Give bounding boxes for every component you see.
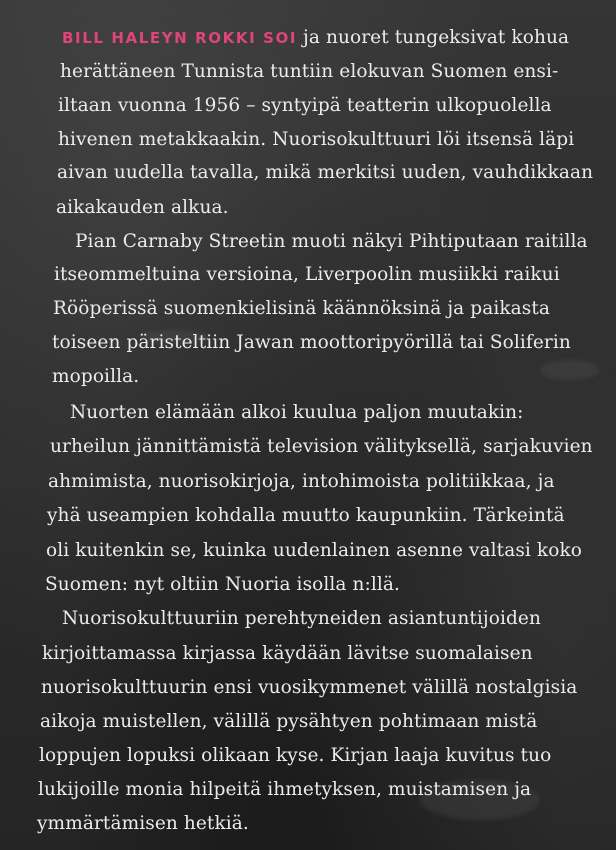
blurb-line: Nuorisokulttuuriin perehtyneiden asiantuntijoiden <box>62 608 541 629</box>
blurb-line: oli kuitenkin se, kuinka uudenlainen asenne valtasi koko <box>46 540 583 561</box>
blurb-line: itseommeltuina versioina, Liverpoolin musiikki raikui <box>54 264 560 285</box>
blurb-line: ahmimista, nuorisokirjoja, intohimoista politiikkaa, ja <box>48 471 555 492</box>
cover-scuff <box>540 360 600 380</box>
blurb-line: Pian Carnaby Streetin muoti näkyi Pihtiputaan raitilla <box>75 231 588 252</box>
blurb-line: iltaan vuonna 1956 – syntyipä teatterin ulkopuolella <box>58 95 552 116</box>
blurb-line: toiseen päristeltiin Jawan moottoripyörillä tai Soliferin <box>52 332 571 353</box>
blurb-lead-in: BILL HALEYN ROKKI SOI <box>62 29 298 47</box>
blurb-line: aikakauden alkua. <box>56 197 229 218</box>
blurb-line-text: ja nuoret tungeksivat kohua <box>297 27 570 48</box>
blurb-line: aivan uudella tavalla, mikä merkitsi uuden, vauhdikkaan <box>57 162 594 183</box>
blurb-line: aikoja muistellen, välillä pysähtyen pohtimaan mistä <box>40 711 538 732</box>
blurb-line: urheilun jännittämistä television välityksellä, sarjakuvien <box>50 436 593 457</box>
blurb-line: hivenen metakkaakin. Nuorisokulttuuri löi itsensä läpi <box>58 129 575 150</box>
blurb-line: nuorisokulttuurin ensi vuosikymmenet välillä nostalgisia <box>41 677 578 698</box>
blurb-line: ymmärtämisen hetkiä. <box>37 813 249 834</box>
blurb-line: mopoilla. <box>52 366 140 387</box>
blurb-line <box>62 26 569 50</box>
blurb-line: Rööperissä suomenkielisinä käännöksinä ja paikasta <box>53 298 551 319</box>
blurb-line: Nuorten elämään alkoi kuulua paljon muutakin: <box>70 402 524 423</box>
blurb-line: lukijoille monia hilpeitä ihmetyksen, muistamisen ja <box>38 779 532 800</box>
blurb-line: loppujen lopuksi olikaan kyse. Kirjan laaja kuvitus tuo <box>39 745 552 766</box>
blurb-line: kirjoittamassa kirjassa käydään lävitse suomalaisen <box>42 643 533 664</box>
blurb-line: yhä useampien kohdalla muutto kaupunkiin. Tärkeintä <box>47 505 565 526</box>
blurb-line: Suomen: nyt oltiin Nuoria isolla n:llä. <box>45 574 401 595</box>
blurb-line: herättäneen Tunnista tuntiin elokuvan Suomen ensi- <box>60 61 559 82</box>
